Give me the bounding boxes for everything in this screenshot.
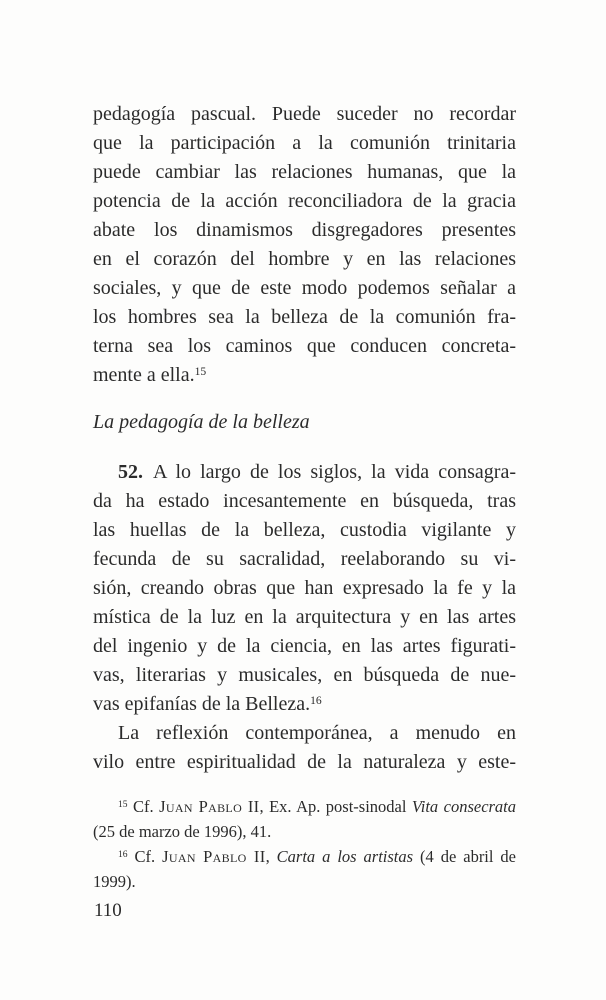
- text-segment: Carta a los artistas: [276, 847, 414, 866]
- text-segment: del ingenio y de la ciencia, en las artes figurati-: [93, 635, 516, 657]
- text-line: [93, 844, 516, 869]
- text-line: [93, 216, 516, 245]
- footnote-reference: 16: [118, 849, 128, 861]
- text-segment: que la participación a la comunión trinitaria: [93, 132, 516, 154]
- text-line: [93, 245, 516, 274]
- text-segment: Cf.: [127, 797, 160, 816]
- text-segment: (4 de abril de: [413, 847, 517, 866]
- text-segment: vas epifanías de la Belleza.: [93, 693, 311, 715]
- text-segment: sociales, y que de este modo podemos señalar a: [93, 277, 516, 299]
- section-heading: La pedagogía de la belleza: [93, 411, 310, 433]
- text-line: [93, 748, 516, 777]
- text-line: [93, 516, 516, 545]
- page-text-block: [93, 100, 516, 894]
- text-line: [93, 129, 516, 158]
- text-line: [93, 690, 516, 719]
- paragraph-continuation: [93, 100, 516, 390]
- paragraph-reflexion: [93, 719, 516, 777]
- text-line: [93, 158, 516, 187]
- text-segment: A lo largo de los siglos, la vida consagra-: [143, 461, 516, 483]
- text-segment: fecunda de su sacralidad, reelaborando su vi-: [93, 548, 516, 570]
- text-segment: vilo entre espiritualidad de la naturaleza y este-: [93, 751, 516, 773]
- text-segment: mística de la luz en la arquitectura y en las artes: [93, 606, 516, 628]
- text-line: [93, 869, 516, 894]
- text-segment: La reflexión contemporánea, a menudo en: [118, 722, 516, 744]
- text-segment: pedagogía pascual. Puede suceder no recordar: [93, 103, 516, 125]
- paragraph-52: [93, 458, 516, 719]
- text-line: [93, 794, 516, 819]
- text-line: [93, 274, 516, 303]
- text-line: [93, 574, 516, 603]
- text-line: [93, 545, 516, 574]
- footnote-reference: 16: [310, 693, 322, 707]
- text-line: [93, 187, 516, 216]
- text-segment: Juan Pablo II: [159, 797, 260, 816]
- text-segment: potencia de la acción reconciliadora de la gracia: [93, 190, 516, 212]
- text-segment: ,: [265, 847, 277, 866]
- text-segment: terna sea los caminos que conducen concreta-: [93, 335, 516, 357]
- footnotes-block: [93, 794, 516, 894]
- text-line: [93, 332, 516, 361]
- text-segment: (25 de marzo de 1996), 41.: [93, 822, 272, 841]
- text-line: [93, 719, 516, 748]
- text-segment: vas, literarias y musicales, en búsqueda de nue-: [93, 664, 516, 686]
- text-segment: las huellas de la belleza, custodia vigilante y: [93, 519, 516, 541]
- text-segment: 52.: [118, 461, 143, 483]
- page-number: 110: [94, 900, 122, 921]
- text-line: [93, 603, 516, 632]
- text-segment: 1999).: [93, 872, 136, 891]
- text-segment: abate los dinamismos disgregadores presentes: [93, 219, 516, 241]
- text-segment: Cf.: [127, 847, 163, 866]
- text-line: [93, 361, 516, 390]
- text-segment: da ha estado incesantemente en búsqueda, tras: [93, 490, 516, 512]
- footnote-reference: 15: [194, 364, 207, 378]
- text-line: [93, 487, 516, 516]
- text-segment: en el corazón del hombre y en las relaciones: [93, 248, 516, 270]
- text-segment: mente a ella.: [93, 364, 195, 386]
- text-line: [93, 661, 516, 690]
- text-segment: Vita consecrata: [411, 797, 517, 816]
- footnote-reference: 15: [118, 799, 128, 811]
- text-line: [93, 100, 516, 129]
- text-line: [93, 458, 516, 487]
- text-segment: , Ex. Ap. post-sinodal: [259, 797, 412, 816]
- text-segment: puede cambiar las relaciones humanas, que la: [93, 161, 516, 183]
- text-line: [93, 632, 516, 661]
- text-segment: los hombres sea la belleza de la comunión fra-: [93, 306, 516, 328]
- text-line: [93, 303, 516, 332]
- text-segment: Juan Pablo II: [162, 847, 266, 866]
- text-segment: sión, creando obras que han expresado la fe y la: [93, 577, 516, 599]
- text-line: [93, 819, 516, 844]
